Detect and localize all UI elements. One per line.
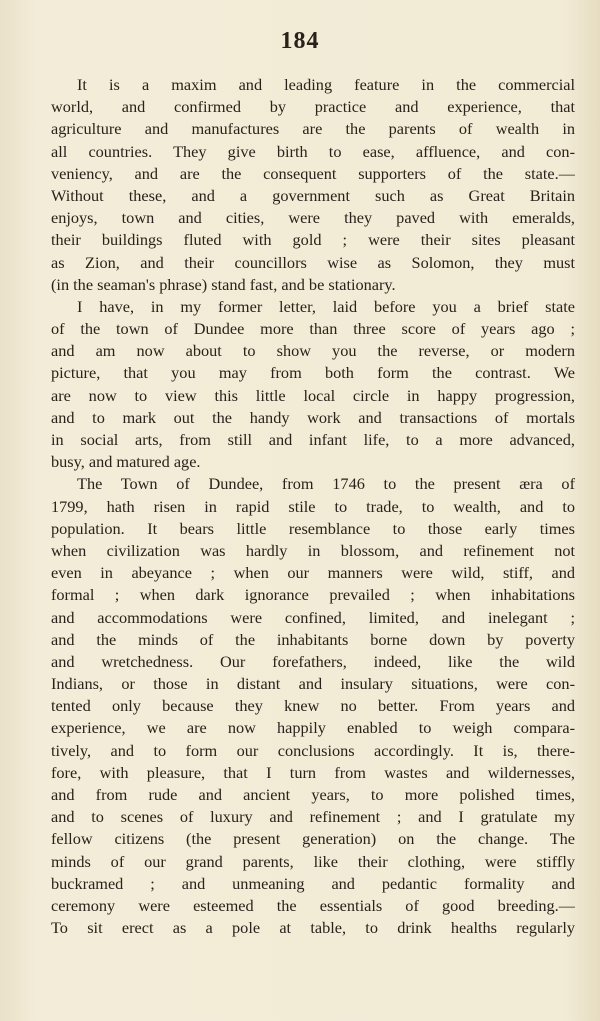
text-line: veniency, and are the consequent supporters of the state.—: [51, 163, 575, 183]
text-line: It is a maxim and leading feature in the commercial: [77, 75, 575, 94]
text-line: minds of our grand parents, like their clothing, were stiffly: [51, 851, 575, 871]
text-line: I have, in my former letter, laid before you a brief state: [77, 296, 575, 316]
text-line: The Town of Dundee, from 1746 to the present æra of: [77, 474, 575, 494]
text-line: even in abeyance ; when our manners were wild, stiff, and: [51, 563, 575, 583]
text-line: formal ; when dark ignorance prevailed ; when inhabitations: [51, 585, 575, 605]
text-line: of the town of Dundee more than three score of years ago ;: [51, 319, 575, 339]
text-line: fore, with pleasure, that I turn from wastes and wildernesses,: [51, 762, 575, 782]
text-line: Without these, and a government such as Great Britain: [51, 185, 575, 205]
text-line: and from rude and ancient years, to more polished times,: [51, 785, 575, 804]
text-line: and accommodations were confined, limited, and inelegant ;: [51, 607, 575, 627]
text-line: all countries. They give birth to ease, affluence, and con-: [51, 141, 575, 161]
text-line: and to mark out the handy work and transactions of mortals: [51, 407, 575, 427]
text-line: agriculture and manufactures are the parents of wealth in: [51, 119, 575, 139]
text-line: experience, we are now happily enabled to weigh compara-: [51, 718, 575, 738]
text-line: and wretchedness. Our forefathers, indeed, like the wild: [51, 651, 575, 671]
text-line: are now to view this little local circle in happy progression,: [51, 385, 575, 405]
text-line: ceremony were esteemed the essentials of good breeding.—: [51, 895, 575, 915]
text-line: tively, and to form our conclusions accordingly. It is, there-: [51, 740, 575, 760]
text-line: (in the seaman's phrase) stand fast, and be stationary.: [51, 274, 396, 294]
text-line: fellow citizens (the present generation) on the change. The: [51, 829, 575, 849]
text-line: and am now about to show you the reverse, or modern: [51, 341, 575, 361]
bottom-margin: [0, 950, 600, 1021]
text-line: 1799, hath risen in rapid stile to trade, to wealth, and to: [51, 496, 575, 516]
text-line: world, and confirmed by practice and experience, that: [51, 97, 575, 117]
text-line: as Zion, and their councillors wise as Solomon, they must: [51, 252, 575, 272]
page-number: 184: [280, 28, 320, 54]
text-line: tented only because they knew no better. From years and: [51, 696, 575, 716]
text-line: and the minds of the inhabitants borne down by poverty: [51, 629, 575, 649]
text-line: To sit erect as a pole at table, to drink healths regularly: [51, 918, 575, 938]
text-line: buckramed ; and unmeaning and pedantic formality and: [51, 873, 575, 893]
text-line: enjoys, town and cities, were they paved with emeralds,: [51, 208, 575, 228]
text-line: Indians, or those in distant and insulary situations, were con-: [51, 674, 575, 694]
text-line: when civilization was hardly in blossom, and refinement not: [51, 540, 575, 560]
text-line: in social arts, from still and infant life, to a more advanced,: [51, 430, 575, 449]
text-line: and to scenes of luxury and refinement ; and I gratulate my: [51, 807, 575, 827]
text-line: their buildings fluted with gold ; were their sites pleasant: [51, 230, 575, 250]
text-line: picture, that you may from both form the contrast. We: [51, 363, 575, 383]
body-text: [51, 74, 575, 939]
text-line: busy, and matured age.: [51, 452, 201, 472]
text-line: population. It bears little resemblance to those early times: [51, 518, 575, 538]
